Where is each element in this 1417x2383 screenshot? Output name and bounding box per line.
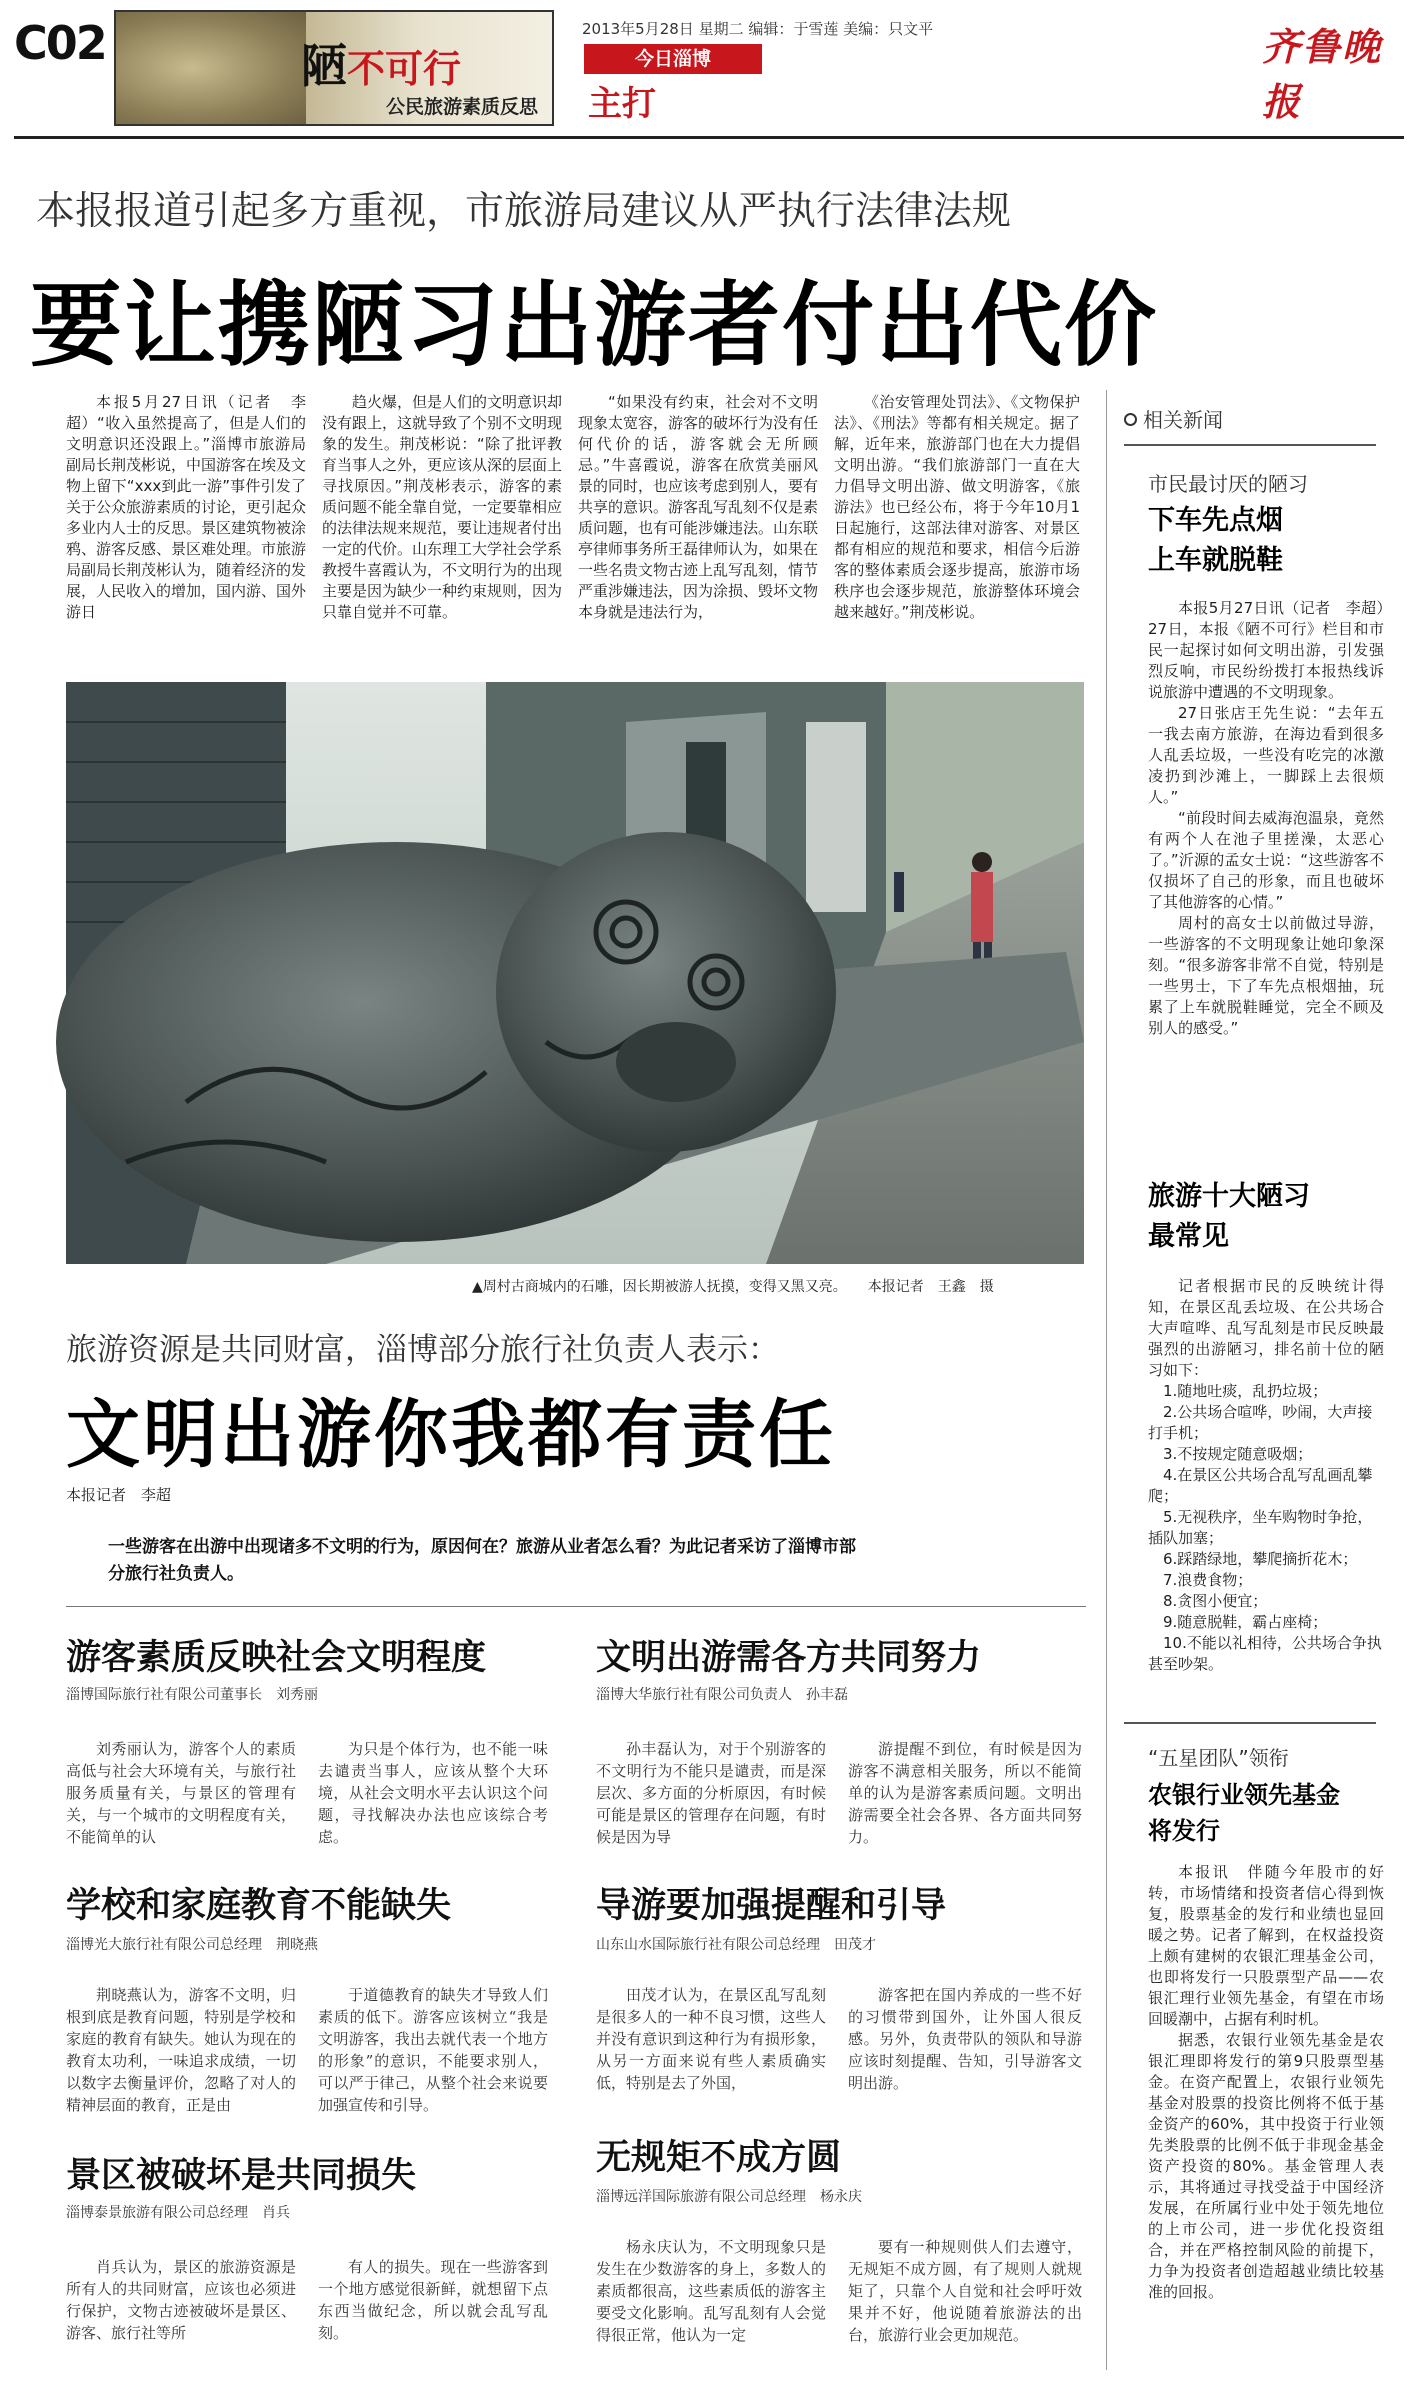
list-item: 1.随地吐痰，乱扔垃圾；	[1163, 1382, 1328, 1400]
side-headline-2b: 最常见	[1148, 1221, 1229, 1252]
photo-caption: ▲周村古商城内的石雕，因长期被游人抚摸，变得又黑又亮。 本报记者 王鑫 摄	[472, 1279, 994, 1295]
sub-body-5a: 肖兵认为，景区的旅游资源是所有人的共同财富，应该也必须进行保护，文物古迹被破坏是景区、游客、旅行社等所	[66, 2258, 296, 2342]
side-body-3	[1148, 1862, 1384, 2370]
sub-body-2b: 游提醒不到位，有时候是因为游客不满意相关服务，所以不能简单的认为是游客素质问题。文明出游需要全社会各界、各方面共同努力。	[848, 1740, 1082, 1846]
list-item: 6.踩踏绿地，攀爬摘折花木；	[1163, 1550, 1358, 1568]
sub-body-1b: 为只是个体行为，也不能一味去谴责当事人，应该从整个大环境，从社会文明水平去认识这个问题，寻找解决办法也应该综合考虑。	[318, 1740, 548, 1846]
sidebar-divider	[1106, 390, 1107, 2370]
side-headline-3a: 农银行业领先基金	[1148, 1781, 1340, 1809]
sidebar-rule-2	[1124, 1722, 1376, 1724]
second-byline: 本报记者 李超	[66, 1486, 172, 1504]
sub-byline-3: 淄博光大旅行社有限公司总经理 荆晓燕	[66, 1937, 318, 1953]
sub-body-6a: 杨永庆认为，不文明现象只是发生在少数游客的身上，多数人的素质都很高，这些素质低的游客主要受文化影响。乱写乱刻有人会觉得很正常，他认为一定	[596, 2238, 826, 2344]
sub-body-5b: 有人的损失。现在一些游客到一个地方感觉很新鲜，就想留下点东西当做纪念，所以就会乱写乱刻。	[318, 2258, 548, 2342]
side-paragraph: 记者根据市民的反映统计得知，在景区乱丢垃圾、在公共场合大声喧哗、乱写乱刻是市民反映最强烈的出游陋习，排名前十位的陋习如下：	[1148, 1277, 1384, 1379]
side-body-1	[1148, 598, 1400, 1168]
sub-headline-6: 无规矩不成方圆	[596, 2138, 842, 2178]
list-item: 10.不能以礼相待，公共场合争执甚至吵架。	[1148, 1634, 1382, 1673]
second-kicker: 旅游资源是共同财富，淄博部分旅行社负责人表示：	[66, 1332, 779, 1368]
column-subtitle: 公民旅游素质反思	[386, 96, 539, 118]
bad-habits-list	[1148, 1381, 1384, 1675]
list-item: 2.公共场合喧哗，吵闹，大声接打手机；	[1148, 1403, 1373, 1442]
newspaper-logo: 齐鲁晚报	[1262, 24, 1383, 124]
sub-headline-5: 景区被破坏是共同损失	[66, 2156, 417, 2196]
column-title	[301, 30, 461, 96]
sub-byline-4: 山东山水国际旅行社有限公司总经理 田茂才	[596, 1937, 876, 1953]
side-body-2	[1148, 1276, 1384, 1716]
sub-headline-1: 游客素质反映社会文明程度	[66, 1638, 487, 1678]
sub-body-2a: 孙丰磊认为，对于个别游客的不文明行为不能只是谴责，而是深层次、多方面的分析原因，有时候可能是景区的管理存在问题，有时候是因为导	[596, 1740, 826, 1846]
side-kicker-1: 市民最讨厌的陋习	[1148, 472, 1308, 496]
sub-body-3b: 于道德教育的缺失才导致人们素质的低下。游客应该树立“我是文明游客，我出去就代表一个地方的形象”的意识，不能要求别人，可以严于律己，从整个社会来说要加强宣传和引导。	[318, 1986, 548, 2114]
sub-body-1a: 刘秀丽认为，游客个人的素质高低与社会大环境有关，与旅行社服务质量有关，与景区的管理有关，与一个城市的文明程度有关，不能简单的认	[66, 1740, 296, 1846]
sub-headline-4: 导游要加强提醒和引导	[596, 1886, 947, 1926]
side-kicker-3: “五星团队”领衔	[1148, 1746, 1289, 1770]
side-headline-1a: 下车先点烟	[1148, 505, 1283, 536]
sub-headline-2: 文明出游需各方共同努力	[596, 1638, 982, 1678]
sub-body-4b: 游客把在国内养成的一些不好的习惯带到国外，让外国人很反感。另外，负责带队的领队和导游应该时刻提醒、告知，引导游客文明出游。	[848, 1986, 1082, 2092]
sidebar-rule-1	[1124, 444, 1376, 446]
list-item: 7.浪费食物；	[1163, 1571, 1253, 1589]
lead-kicker: 本报报道引起多方重视，市旅游局建议从严执行法律法规	[36, 189, 1012, 234]
sub-byline-2: 淄博大华旅行社有限公司负责人 孙丰磊	[596, 1687, 848, 1703]
side-paragraph: 本报讯 伴随今年股市的好转，市场情绪和投资者信心得到恢复，股票基金的发行和业绩也显回暖之势。记者了解到，在权益投资上颇有建树的农银汇理基金公司，也即将发行一只股票型产品——农银汇理行业领先基金，有望在市场回暖潮中，占据有利时机。	[1148, 1863, 1384, 2028]
sub-byline-6: 淄博远洋国际旅游有限公司总经理 杨永庆	[596, 2189, 862, 2205]
sub-body-4a: 田茂才认为，在景区乱写乱刻是很多人的一种不良习惯，这些人并没有意识到这种行为有损形象，从另一方面来说有些人素质确实低，特别是去了外国，	[596, 1986, 826, 2092]
side-paragraph: 27日张店王先生说：“去年五一我去南方旅游，在海边看到很多人乱丢垃圾，一些没有吃完的冰激凌扔到沙滩上，一脚踩上去很烦人。”	[1148, 704, 1384, 806]
related-news-label	[1124, 404, 1223, 433]
list-item: 5.无视秩序，坐车购物时争抢，插队加塞；	[1148, 1508, 1373, 1547]
list-item: 3.不按规定随意吸烟；	[1163, 1445, 1313, 1463]
second-headline: 文明出游你我都有责任	[66, 1392, 836, 1478]
side-headline-3b: 将发行	[1148, 1817, 1220, 1845]
sub-byline-1: 淄博国际旅行社有限公司董事长 刘秀丽	[66, 1687, 318, 1703]
second-lead: 一些游客在出游中出现诸多不文明的行为，原因何在？旅游从业者怎么看？为此记者采访了淄博市部分旅行社负责人。	[108, 1537, 856, 1584]
side-paragraph: 周村的高女士以前做过导游，一些游客的不文明现象让她印象深刻。“很多游客非常不自觉，特别是一些男士，下了车先点根烟抽，玩累了上车就脱鞋睡觉，完全不顾及别人的感受。”	[1148, 914, 1384, 1037]
section-name: 主打	[588, 84, 656, 124]
lead-column-2: 趋火爆，但是人们的文明意识却没有跟上，这就导致了个别不文明现象的发生。荆茂彬说：“除了批评教育当事人之外，更应该从深的层面上寻找原因。”荆茂彬表示，游客的素质问题不能全靠自觉，一定要靠相应的法律法规来规范，要让违规者付出一定的代价。山东理工大学社会学系教授牛喜霞认为，不文明行为的出现主要是因为缺少一种约束规则，因为只靠自觉并不可靠。	[322, 393, 563, 621]
sub-body-6b: 要有一种规则供人们去遵守，无规矩不成方圆，有了规则人就规矩了，只靠个人自觉和社会呼吁效果并不好，他说随着旅游法的出台，旅游行业会更加规范。	[848, 2238, 1082, 2344]
stone-texture-image	[116, 12, 306, 124]
side-headline-1b: 上车就脱鞋	[1148, 545, 1283, 576]
section-tag: 今日淄博	[584, 44, 762, 74]
lead-column-4: 《治安管理处罚法》、《文物保护法》、《刑法》等都有相关规定。据了解，近年来，旅游部门也在大力提倡文明出游。“我们旅游部门一直在大力倡导文明出游、做文明游客，《旅游法》也已经公布，将于今年10月1日起施行，这部法律对游客、对景区都有相应的规范和要求，相信今后游客的整体素质会逐步提高，旅游市场秩序也会逐步规范，旅游整体环境会越来越好。”荆茂彬说。	[834, 393, 1080, 621]
sub-headline-3: 学校和家庭教育不能缺失	[66, 1886, 452, 1926]
side-paragraph: 据悉，农银行业领先基金是农银汇理即将发行的第9只股票型基金。在资产配置上，农银行业领先基金对股票的投资比例将不低于基金资产的60%，其中投资于行业领先类股票的比例不低于非现金基金资产投资的80%。基金管理人表示，其将通过寻找受益于中国经济发展，在所属行业中处于领先地位的上市公司，进一步优化投资组合，并在严格控制风险的前提下，力争为投资者创造超越业绩比较基准的回报。	[1148, 2031, 1384, 2301]
sub-byline-5: 淄博泰景旅游有限公司总经理 肖兵	[66, 2205, 290, 2221]
column-title-red: 不可行	[347, 47, 462, 91]
list-item: 8.贪图小便宜；	[1163, 1592, 1268, 1610]
sub-body-3a: 荆晓燕认为，游客不文明，归根到底是教育问题，特别是学校和家庭的教育有缺失。她认为现在的教育太功利，一味追求成绩，一切以数字去衡量评价，忽略了对人的精神层面的教育，正是由	[66, 1986, 296, 2114]
list-item: 9.随意脱鞋，霸占座椅；	[1163, 1613, 1328, 1631]
section-divider	[66, 1606, 1086, 1607]
masthead-divider	[14, 136, 1404, 139]
column-banner	[114, 10, 554, 126]
news-photo-stone-carving	[66, 682, 1084, 1264]
list-item: 4.在景区公共场合乱写乱画乱攀爬；	[1148, 1466, 1373, 1505]
circle-bullet-icon	[1124, 413, 1137, 426]
related-news-text: 相关新闻	[1143, 408, 1223, 432]
column-title-main: 陋	[301, 39, 347, 93]
lead-headline: 要让携陋习出游者付出代价	[30, 272, 1159, 379]
stone-lion-photo	[66, 682, 1084, 1264]
side-paragraph: “前段时间去威海泡温泉，竟然有两个人在池子里搓澡，太恶心了。”沂源的孟女士说：“这些游客不仅损坏了自己的形象，而且也破坏了其他游客的心情。”	[1148, 809, 1384, 911]
side-paragraph: 本报5月27日讯（记者 李超） 27日，本报《陋不可行》栏目和市民一起探讨如何文明出游，引发强烈反响，市民纷纷拨打本报热线诉说旅游中遭遇的不文明现象。	[1148, 599, 1400, 701]
dateline: 2013年5月28日 星期二 编辑：于雪莲 美编：只文平	[582, 20, 934, 38]
page-number: C02	[14, 16, 106, 70]
side-headline-2a: 旅游十大陋习	[1148, 1181, 1310, 1212]
lead-column-3: “如果没有约束，社会对不文明现象太宽容，游客的破坏行为没有任何代价的话，游客就会无所顾忌。”牛喜霞说，游客在欣赏美丽风景的同时，也应该考虑到别人，要有共享的意识。游客乱写乱刻不仅是素质问题，也有可能涉嫌违法。山东联亭律师事务所王磊律师认为，如果在一些名贵文物古迹上乱写乱刻，情节严重涉嫌违法，因为涂损、毁坏文物本身就是违法行为，	[578, 393, 819, 621]
lead-column-1: 本报5月27日讯（记者 李超）“收入虽然提高了，但是人们的文明意识还没跟上。”淄博市旅游局副局长荆茂彬说，中国游客在埃及文物上留下“xxx到此一游”事件引发了关于公众旅游素质的讨论，更引起众多业内人士的反思。景区建筑物被涂鸦、游客反感、景区难处理。市旅游局副局长荆茂彬认为，随着经济的发展，人民收入的增加，国内游、国外游日	[66, 393, 307, 621]
